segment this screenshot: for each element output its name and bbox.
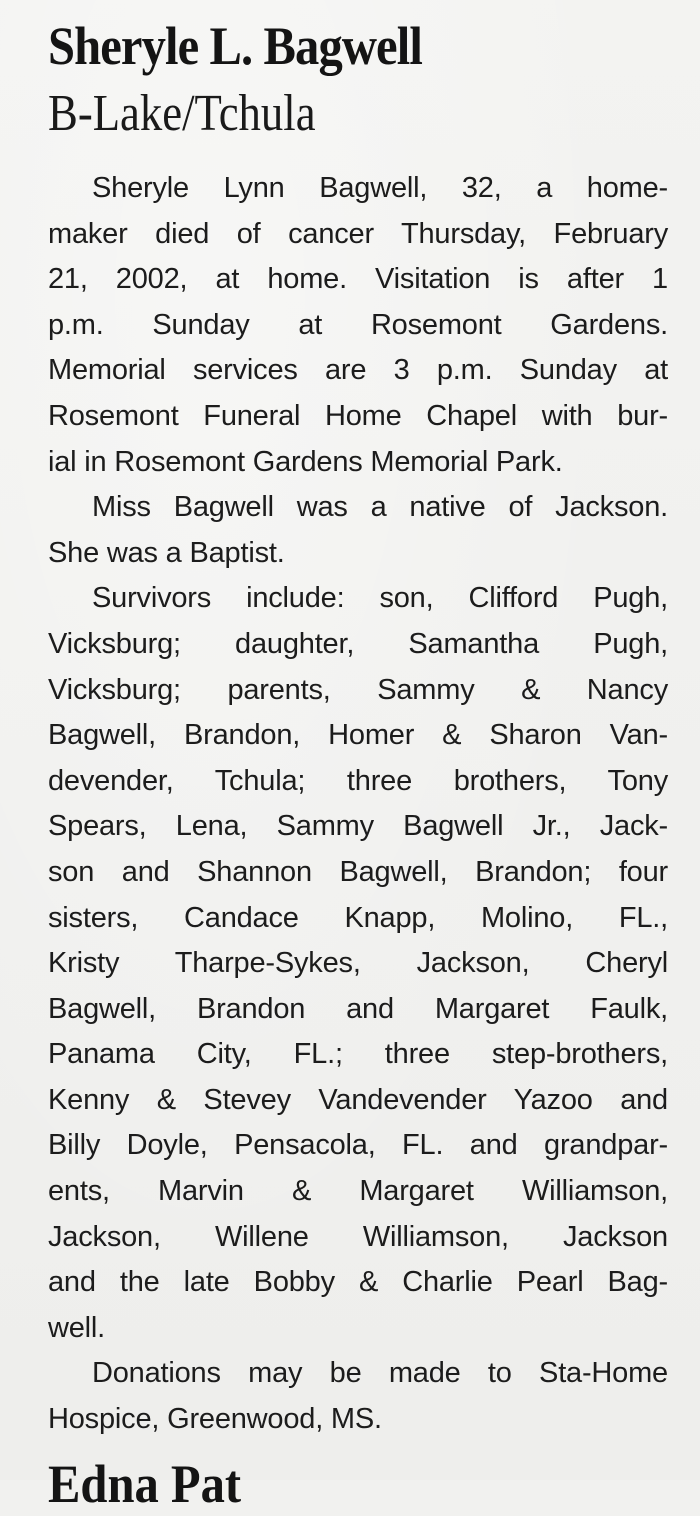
body-line: Spears, Lena, Sammy Bagwell Jr., Jack- bbox=[48, 810, 668, 843]
body-line: Rosemont Funeral Home Chapel with bur- bbox=[48, 399, 668, 432]
body-line: Jackson, Willene Williamson, Jackson bbox=[48, 1220, 668, 1253]
obituary-name-headline: Sheryle L. Bagwell bbox=[48, 16, 422, 76]
body-line: Miss Bagwell was a native of Jackson. bbox=[92, 491, 668, 524]
body-line: devender, Tchula; three brothers, Tony bbox=[48, 764, 668, 797]
body-line: Billy Doyle, Pensacola, FL. and grandpar- bbox=[48, 1129, 668, 1162]
body-line: ents, Marvin & Margaret Williamson, bbox=[48, 1175, 668, 1208]
body-line: Bagwell, Brandon and Margaret Faulk, bbox=[48, 992, 668, 1025]
body-line: son and Shannon Bagwell, Brandon; four bbox=[48, 855, 668, 888]
body-line: Donations may be made to Sta-Home bbox=[92, 1357, 668, 1390]
body-line: Bagwell, Brandon, Homer & Sharon Van- bbox=[48, 719, 668, 752]
body-line: Kristy Tharpe-Sykes, Jackson, Cheryl bbox=[48, 947, 668, 980]
body-line: Kenny & Stevey Vandevender Yazoo and bbox=[48, 1083, 668, 1116]
obituary-location-subhead: B-Lake/Tchula bbox=[48, 85, 316, 142]
body-line: Survivors include: son, Clifford Pugh, bbox=[92, 582, 668, 615]
body-line: Vicksburg; daughter, Samantha Pugh, bbox=[48, 627, 668, 660]
body-line: sisters, Candace Knapp, Molino, FL., bbox=[48, 901, 668, 934]
body-line: maker died of cancer Thursday, February bbox=[48, 217, 668, 250]
next-obituary-headline-fragment: Edna Pat bbox=[48, 1454, 242, 1514]
body-line: Memorial services are 3 p.m. Sunday at bbox=[48, 354, 668, 387]
body-line: Panama City, FL.; three step-brothers, bbox=[48, 1038, 668, 1071]
body-line: 21, 2002, at home. Visitation is after 1 bbox=[48, 263, 668, 296]
body-line: ial in Rosemont Gardens Memorial Park. bbox=[48, 445, 563, 478]
body-line: Vicksburg; parents, Sammy & Nancy bbox=[48, 673, 668, 706]
body-line: and the late Bobby & Charlie Pearl Bag- bbox=[48, 1266, 668, 1299]
body-line: She was a Baptist. bbox=[48, 536, 285, 569]
body-line: p.m. Sunday at Rosemont Gardens. bbox=[48, 308, 668, 341]
body-line: well. bbox=[48, 1311, 106, 1344]
body-line: Hospice, Greenwood, MS. bbox=[48, 1403, 382, 1436]
body-line: Sheryle Lynn Bagwell, 32, a home- bbox=[92, 172, 668, 204]
obituary-body bbox=[48, 166, 668, 1443]
